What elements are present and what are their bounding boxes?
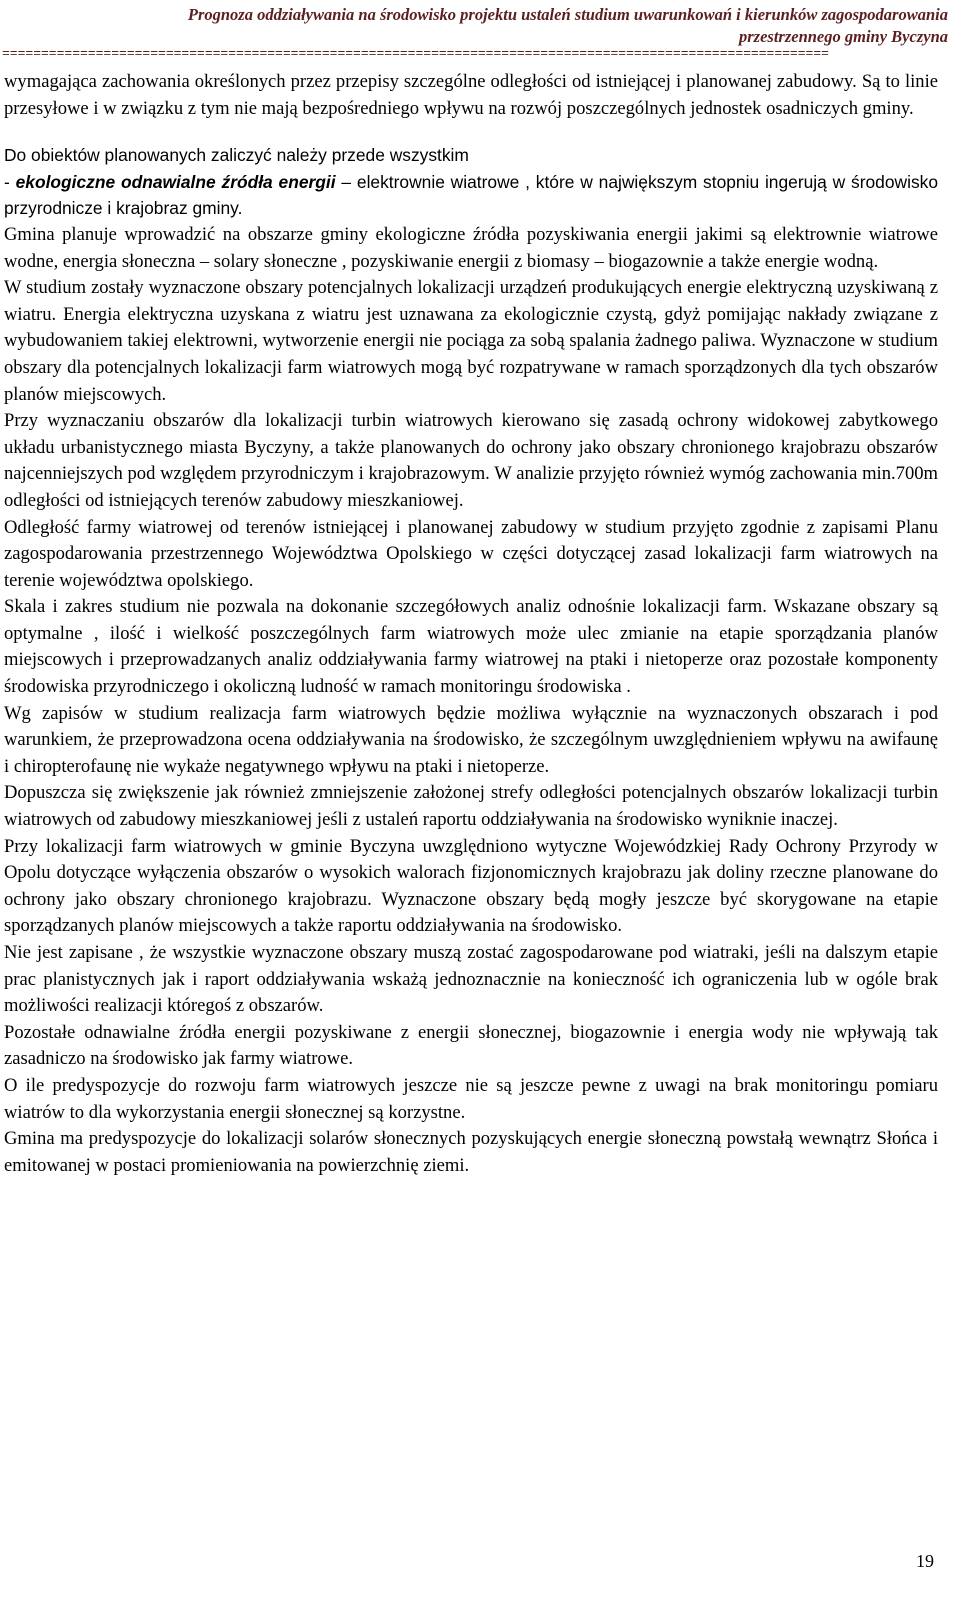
header-line-1: Prognoza oddziaływania na środowisko projektu ustaleń studium uwarunkowań i kierunków zagospodarowania <box>187 5 948 24</box>
page-number: 19 <box>916 1551 934 1571</box>
paragraph: Gmina planuje wprowadzić na obszarze gminy ekologiczne źródła pozyskiwania energii jakimi są elektrownie wiatrowe wodne, energia słoneczna – solary słoneczne , pozyskiwanie energii z biomasy – biogazownie a także energie wodną. <box>4 223 938 272</box>
paragraph: Wg zapisów w studium realizacja farm wiatrowych będzie możliwa wyłącznie na wyznaczonych obszarach i pod warunkiem, że przeprowadzona ocena oddziaływania na środowisko, że szczególnym uwzględnieniem wpływu na awifaunę i chiropterofaunę nie wykaże negatywnego wpływu na ptaki i nietoperze. <box>4 702 938 777</box>
bullet-prefix: - <box>4 171 16 192</box>
emphasis-term: ekologiczne odnawialne źródła energii <box>15 171 336 192</box>
bullet-text: – elektrownie wiatrowe , które w największym stopniu ingerują w środowisko przyrodnicze i krajobraz gminy. <box>4 171 939 219</box>
paragraph: Nie jest zapisane , że wszystkie wyznaczone obszary muszą zostać zagospodarowane pod wiatraki, jeśli na dalszym etapie prac planistycznych jak i raport oddziaływania wskażą jednoznacznie na konieczność ich ograniczenia lub w ogóle brak możliwości realizacji któregoś z obszarów. <box>4 942 938 1017</box>
paragraph: Do obiektów planowanych zaliczyć należy przede wszystkim <box>4 145 469 166</box>
paragraph: Odległość farmy wiatrowej od terenów istniejącej i planowanej zabudowy w studium przyjęto zgodnie z zapisami Planu zagospodarowania przestrzennego Województwa Opolskiego w części dotyczącej zasad lokalizacji farm wiatrowych na terenie województwa opolskiego. <box>4 516 938 591</box>
header-rule: ========================================================================================================== <box>2 47 829 61</box>
header-line-2: przestrzennego gminy Byczyna <box>738 27 948 46</box>
paragraph: Przy wyznaczaniu obszarów dla lokalizacji turbin wiatrowych kierowano się zasadą ochrony widokowej zabytkowego układu urbanistycznego miasta Byczyny, a także planowanych do ochrony jako obszary chronionego krajobrazu obszarów najcenniejszych pod względem przyrodniczym i krajobrazowym. W analizie przyjęto również wymóg zachowania min.700m odległości od istniejących terenów zabudowy mieszkaniowej. <box>4 410 938 511</box>
document-body <box>4 69 938 1179</box>
paragraph: O ile predyspozycje do rozwoju farm wiatrowych jeszcze nie są jeszcze pewne z uwagi na brak monitoringu pomiaru wiatrów to dla wykorzystania energii słonecznej są korzystne. <box>4 1074 938 1123</box>
paragraph: wymagająca zachowania określonych przez przepisy szczególne odległości od istniejącej i planowanej zabudowy. Są to linie przesyłowe i w związku z tym nie mają bezpośredniego wpływu na rozwój poszczególnych jednostek osadniczych gminy. <box>4 71 938 119</box>
paragraph: Skala i zakres studium nie pozwala na dokonanie szczegółowych analiz odnośnie lokalizacji farm. Wskazane obszary są optymalne , ilość i wielkość poszczególnych farm wiatrowych może ulec zmianie na etapie sporządzania planów miejscowych i przeprowadzanych analiz oddziaływania farmy wiatrowej na ptaki i nietoperze oraz pozostałe komponenty środowiska przyrodniczego i okoliczną ludność w ramach monitoringu środowiska . <box>4 596 938 698</box>
running-header <box>0 4 948 48</box>
paragraph: Przy lokalizacji farm wiatrowych w gminie Byczyna uwzględniono wytyczne Wojewódzkiej Rady Ochrony Przyrody w Opolu dotyczące wyłączenia obszarów o wysokich walorach fizjonomicznych krajobrazu jak doliny rzeczne planowane do ochrony jako obszary chronionego krajobrazu. Wyznaczone obszary będą mogły jeszcze być skorygowane na etapie sporządzanych planów miejscowych a także raportu oddziaływania na środowisko. <box>4 835 938 937</box>
paragraph: Dopuszcza się zwiększenie jak również zmniejszenie założonej strefy odległości potencjalnych obszarów lokalizacji turbin wiatrowych od zabudowy mieszkaniowej jeśli z ustaleń raportu oddziaływania na środowisko wyniknie inaczej. <box>4 782 938 831</box>
paragraph: Pozostałe odnawialne źródła energii pozyskiwane z energii słonecznej, biogazownie i energia wody nie wpływają tak zasadniczo na środowisko jak farmy wiatrowe. <box>4 1021 938 1070</box>
paragraph: Gmina ma predyspozycje do lokalizacji solarów słonecznych pozyskujących energie słoneczną powstałą wewnątrz Słońca i emitowanej w postaci promieniowania na powierzchnię ziemi. <box>4 1128 938 1176</box>
bullet-paragraph <box>4 169 938 222</box>
paragraph: W studium zostały wyznaczone obszary potencjalnych lokalizacji urządzeń produkujących energie elektryczną uzyskiwaną z wiatru. Energia elektryczna uzyskana z wiatru jest uznawana za ekologicznie czystą, gdyż pomijając nakłady związane z wybudowaniem takiej elektrowni, wytworzenie energii nie pociąga za sobą spalania żadnego paliwa. Wyznaczone w studium obszary dla potencjalnych lokalizacji farm wiatrowych mogą być rozpatrywane w ramach sporządzonych dla tych obszarów planów miejscowych. <box>4 277 938 405</box>
